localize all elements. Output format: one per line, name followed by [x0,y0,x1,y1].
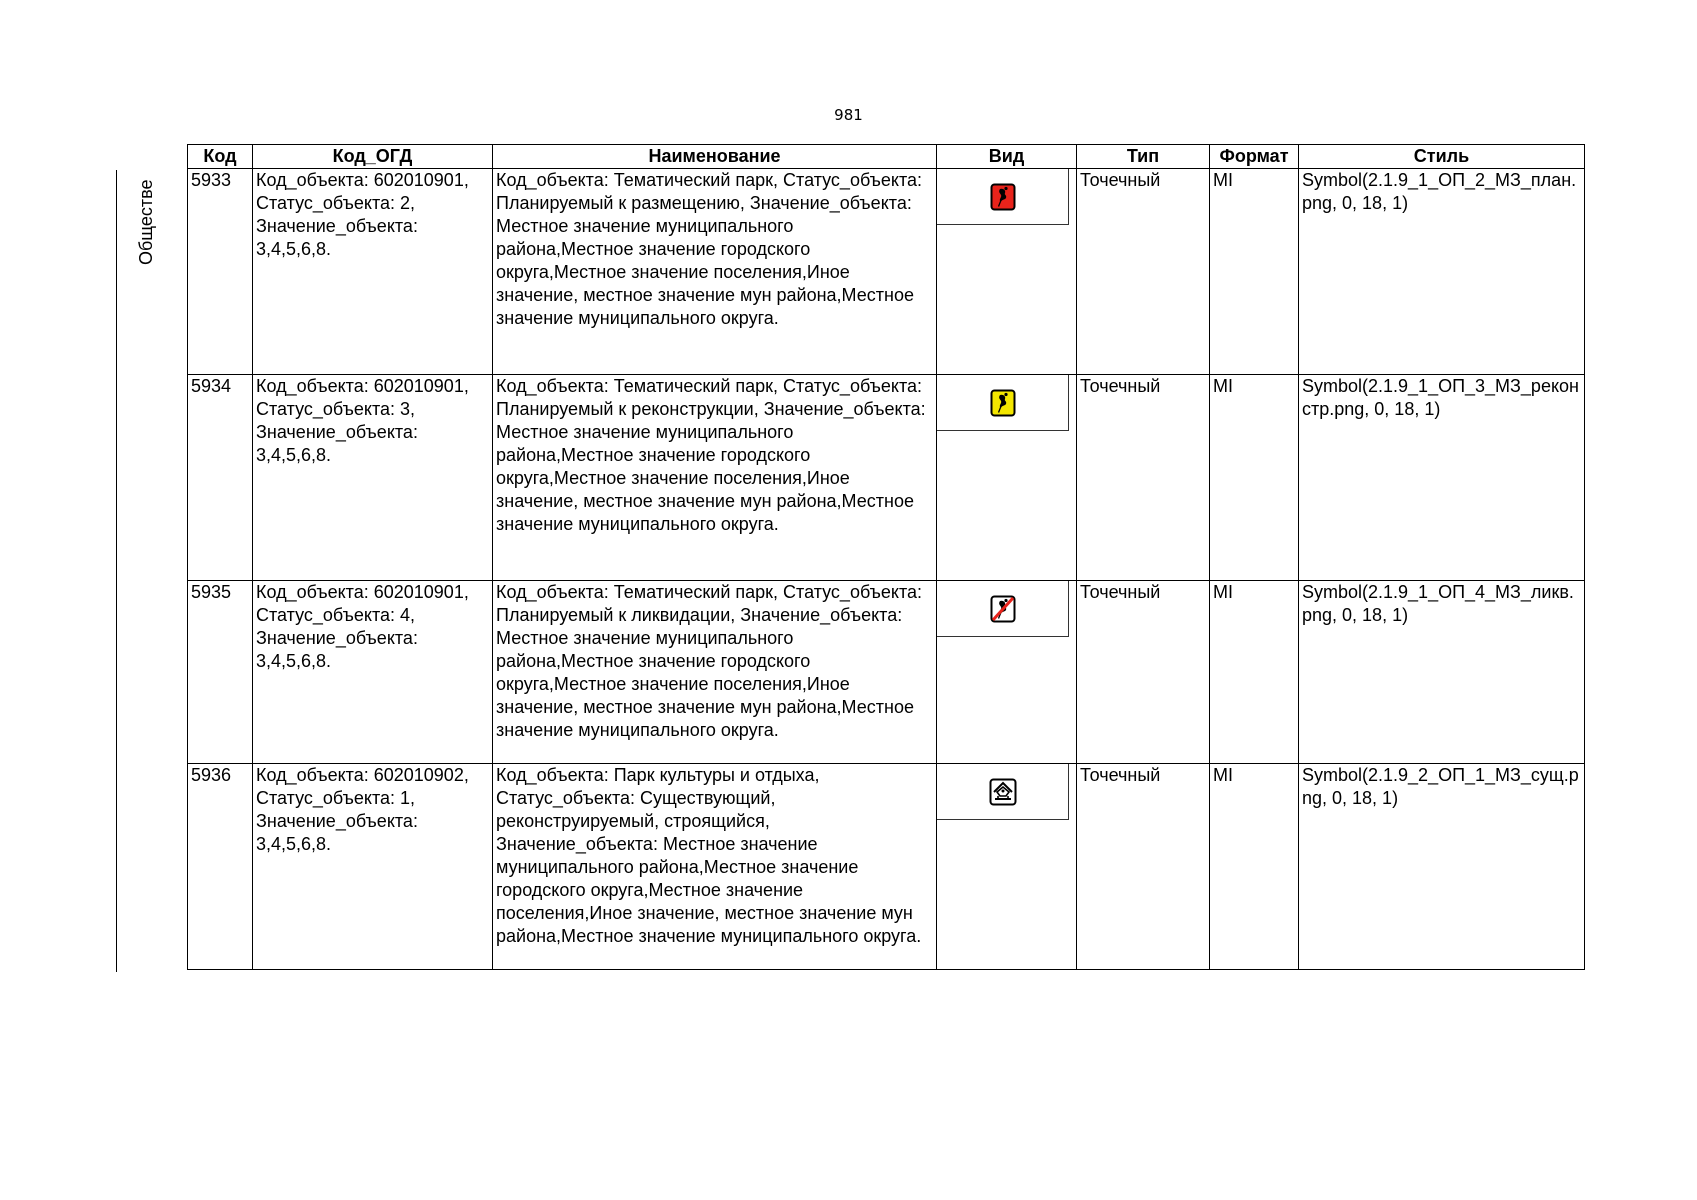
cell-format: MI [1210,375,1299,581]
cell-name: Код_объекта: Парк культуры и отдыха, Статус_объекта: Существующий, реконструируемый, строящийся, Значение_объекта: Местное значение муниципального района,Местное значение городского округа,Местное значение поселения,Иное значение, местное значение мун района,Местное значение муниципального округа. [493,764,937,970]
cell-vid [937,169,1077,375]
table-row [188,581,1585,764]
header-format: Формат [1210,145,1299,169]
page-number: 981 [834,106,863,124]
cell-tip: Точечный [1077,764,1210,970]
cell-format: MI [1210,764,1299,970]
cell-kod: 5936 [188,764,253,970]
header-kod: Код [188,145,253,169]
cell-kod-ogd: Код_объекта: 602010902, Статус_объекта: 1, Значение_объекта: 3,4,5,6,8. [253,764,493,970]
header-vid: Вид [937,145,1077,169]
cell-style: Symbol(2.1.9_1_ОП_3_МЗ_реконстр.png, 0, 18, 1) [1299,375,1585,581]
cell-style: Symbol(2.1.9_2_ОП_1_МЗ_сущ.png, 0, 18, 1) [1299,764,1585,970]
cell-name: Код_объекта: Тематический парк, Статус_объекта: Планируемый к ликвидации, Значение_объекта: Местное значение муниципального района,Местное значение городского округа,Местное значение поселения,Иное значение, местное значение мун района,Местное значение муниципального округа. [493,581,937,764]
cell-tip: Точечный [1077,375,1210,581]
table-row [188,375,1585,581]
cell-vid [937,764,1077,970]
cell-kod: 5934 [188,375,253,581]
header-style: Стиль [1299,145,1585,169]
icon-box [937,581,1069,637]
culture-park-icon [989,778,1017,806]
cell-name: Код_объекта: Тематический парк, Статус_объекта: Планируемый к реконструкции, Значение_объекта: Местное значение муниципального района,Местное значение городского округа,Местное значение поселения,Иное значение, местное значение мун района,Местное значение муниципального округа. [493,375,937,581]
icon-box [937,375,1069,431]
header-kod-ogd: Код_ОГД [253,145,493,169]
cell-format: MI [1210,169,1299,375]
cell-kod-ogd: Код_объекта: 602010901, Статус_объекта: 3, Значение_объекта: 3,4,5,6,8. [253,375,493,581]
cell-kod: 5933 [188,169,253,375]
cell-tip: Точечный [1077,169,1210,375]
cell-vid [937,375,1077,581]
table-header-row [188,145,1585,169]
icon-box [937,764,1069,820]
cell-kod: 5935 [188,581,253,764]
cell-name: Код_объекта: Тематический парк, Статус_объекта: Планируемый к размещению, Значение_объекта: Местное значение муниципального района,Местное значение городского округа,Местное значение поселения,Иное значение, местное значение мун района,Местное значение муниципального округа. [493,169,937,375]
symbol-table [187,144,1585,970]
icon-box [937,169,1069,225]
reconstruction-park-icon [990,389,1016,417]
planned-park-icon [990,183,1016,211]
cell-style: Symbol(2.1.9_1_ОП_2_МЗ_план.png, 0, 18, 1) [1299,169,1585,375]
cell-kod-ogd: Код_объекта: 602010901, Статус_объекта: 2, Значение_объекта: 3,4,5,6,8. [253,169,493,375]
cell-kod-ogd: Код_объекта: 602010901, Статус_объекта: 4, Значение_объекта: 3,4,5,6,8. [253,581,493,764]
side-rule [116,170,117,972]
cell-vid [937,581,1077,764]
header-tip: Тип [1077,145,1210,169]
header-name: Наименование [493,145,937,169]
liquidation-park-icon [990,595,1016,623]
cell-format: MI [1210,581,1299,764]
table-row [188,169,1585,375]
cell-style: Symbol(2.1.9_1_ОП_4_МЗ_ликв.png, 0, 18, 1) [1299,581,1585,764]
side-label-text: Обществе [136,179,156,265]
cell-tip: Точечный [1077,581,1210,764]
table-row [188,764,1585,970]
